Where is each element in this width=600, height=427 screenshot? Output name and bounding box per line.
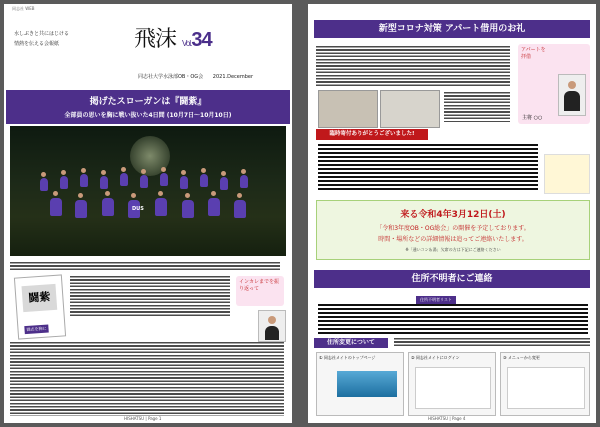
photo-caption: DUS bbox=[132, 206, 144, 212]
event-note: ※「通いコン＆湯」欠席の方は下記にご連絡ください bbox=[405, 247, 501, 252]
donor-list bbox=[318, 144, 538, 192]
body-text-intro bbox=[10, 262, 280, 270]
org-name: 同志社大学水泳部OB・OG会 2021.December bbox=[138, 74, 254, 80]
right-page bbox=[308, 4, 596, 423]
signer: 主将 ○○ bbox=[522, 115, 543, 121]
apartment-photo-1 bbox=[318, 90, 378, 128]
left-footer: HISHATSU | Page 1 bbox=[124, 416, 162, 421]
volume-label: Vol. bbox=[182, 39, 192, 48]
right-footer: HISHATSU | Page 4 bbox=[428, 416, 466, 421]
change-title: 住所変更について bbox=[314, 338, 388, 348]
step-2-label: ② 同志社メイトにログイン bbox=[411, 355, 460, 360]
donation-banner: 臨時寄付ありがとうございました! bbox=[316, 129, 428, 140]
left-page bbox=[4, 4, 292, 423]
apartment-title: 新型コロナ対策 アパート借用のお礼 bbox=[314, 20, 590, 38]
apart-note-box bbox=[518, 44, 590, 124]
issue-date: 2021.December bbox=[212, 74, 254, 80]
author-photo bbox=[258, 310, 286, 342]
masthead-logo bbox=[134, 22, 212, 53]
team-photo bbox=[10, 126, 286, 256]
apartment-photo-2 bbox=[380, 90, 440, 128]
running-head: 同志社 WEB bbox=[12, 6, 35, 11]
callout-box bbox=[236, 276, 284, 306]
headline-2: 全部員の思いを胸に戦い抜いた4日間 (10月7日〜10月10日) bbox=[64, 112, 232, 119]
body-text-2 bbox=[10, 342, 284, 416]
insert-caption: 闘志を胸に bbox=[24, 324, 48, 334]
headline-1: 掲げたスローガンは『闘紫』 bbox=[89, 97, 207, 107]
headline-banner bbox=[6, 90, 290, 124]
event-date: 来る令和4年3月12日(土) bbox=[400, 210, 506, 220]
tagline-2: 情熱を伝える会報紙 bbox=[14, 41, 60, 47]
insert-label: 闘紫 bbox=[22, 284, 58, 312]
slogan-insert bbox=[14, 274, 66, 339]
event-box bbox=[316, 200, 590, 260]
event-line-2: 「令和3年度OB・OG総会」の開催を予定しております。 bbox=[376, 225, 530, 232]
apartment-text bbox=[316, 46, 510, 86]
captain-photo bbox=[558, 74, 586, 116]
change-text bbox=[394, 338, 590, 346]
unknown-list bbox=[318, 304, 588, 334]
callout-text: インカレまでを振り返って bbox=[239, 279, 280, 292]
body-text-1 bbox=[70, 276, 230, 316]
thanks-illustration bbox=[544, 154, 590, 194]
unknown-title: 住所不明者にご連絡 bbox=[314, 270, 590, 288]
step-1-label: ① 同志社メイトのトップページ bbox=[319, 355, 376, 360]
step-3-screenshot bbox=[500, 352, 590, 416]
step-3-label: ③ メニューから変更 bbox=[503, 355, 540, 360]
volume-number: 34 bbox=[191, 29, 212, 51]
step-1-screenshot bbox=[316, 352, 404, 416]
unknown-list-label: 住所不明者リスト bbox=[416, 296, 456, 304]
event-line-3: 時間・場所などの詳細情報は追ってご連絡いたします。 bbox=[378, 236, 528, 243]
logo-text: 飛沫 bbox=[134, 27, 177, 52]
step-2-screenshot bbox=[408, 352, 496, 416]
tagline-1: 水しぶきと共にはじける bbox=[14, 31, 70, 37]
apartment-text-2 bbox=[444, 92, 510, 122]
apart-note: アパートを拝借 bbox=[521, 47, 546, 60]
